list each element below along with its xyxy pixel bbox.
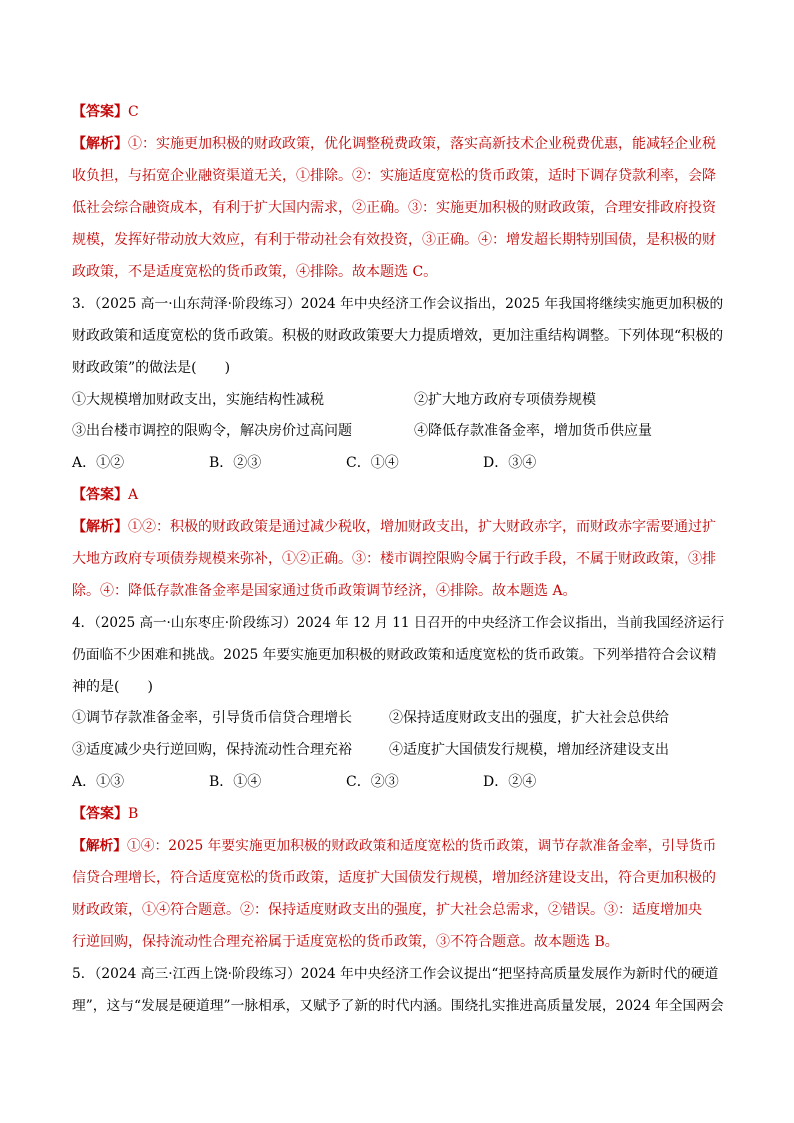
q2-answer-line [72, 102, 724, 122]
q3-choice-a[interactable]: A．①② [72, 455, 125, 471]
q4-choice-c[interactable]: C．②③ [346, 774, 399, 790]
q4-stem: 仍面临不少困难和挑战。2025 年要实施更加积极的财政政策和适度宽松的货币政策。下列举措符合会议精 [72, 647, 717, 663]
q4-item-3: ③适度减少央行逆回购，保持流动性合理充裕 [72, 742, 352, 758]
q3-analysis-line [72, 517, 724, 537]
q4-item-2: ②保持适度财政支出的强度，扩大社会总供给 [389, 710, 669, 726]
q3-stem: 财政政策”的做法是( ) [72, 360, 231, 376]
analysis-text: 低社会综合融资成本，有利于扩大国内需求，②正确。③：实施更加积极的财政政策，合理安排政府投资 [72, 200, 716, 216]
analysis-text: 除。④：降低存款准备金率是国家通过货币政策调节经济，④排除。故本题选 A。 [72, 583, 577, 599]
answer-value: C [128, 104, 139, 120]
answer-label: 【答案】 [72, 806, 128, 822]
analysis-text: 信贷合理增长，符合适度宽松的货币政策，适度扩大国债发行规模，增加经济建设支出，符合更加积极的 [72, 870, 716, 886]
q3-choice-b[interactable]: B．②③ [209, 455, 262, 471]
analysis-label: 【解析】 [72, 838, 128, 854]
q4-answer-line [72, 804, 724, 824]
q3-answer-line [72, 485, 724, 505]
q2-analysis-line [72, 134, 724, 154]
q4-choice-b[interactable]: B．①④ [209, 774, 262, 790]
analysis-text: ①②：积极的财政政策是通过减少税收，增加财政支出，扩大财政赤字，而财政赤字需要通过扩 [128, 519, 716, 535]
analysis-text: 规模，发挥好带动放大效应，有利于带动社会有效投资，③正确。④：增发超长期特别国债，是积极的财 [72, 232, 716, 248]
analysis-text: 收负担，与拓宽企业融资渠道无关，①排除。②：实施适度宽松的货币政策，适时下调存贷款利率，会降 [72, 168, 716, 184]
q3-choice-d[interactable]: D．③④ [483, 455, 537, 471]
q4-item-1: ①调节存款准备金率，引导货币信贷合理增长 [72, 710, 352, 726]
q3-item-2: ②扩大地方政府专项债券规模 [414, 392, 596, 408]
q5-stem: 理”，这与“发展是硬道理”一脉相承，又赋予了新的时代内涵。围绕扎实推进高质量发展，2024 年全国两会 [72, 998, 724, 1014]
q3-stem: 3．（2025 高一·山东菏泽·阶段练习）2024 年中央经济工作会议指出，2025 年我国将继续实施更加积极的 [72, 296, 724, 312]
analysis-text: 行逆回购，保持流动性合理充裕属于适度宽松的货币政策，③不符合题意。故本题选 B。 [72, 934, 619, 950]
q4-item-4: ④适度扩大国债发行规模，增加经济建设支出 [389, 742, 669, 758]
q5-stem: 5．（2024 高三·江西上饶·阶段练习）2024 年中央经济工作会议提出“把坚持高质量发展作为新时代的硬道 [72, 966, 719, 982]
q3-item-4: ④降低存款准备金率，增加货币供应量 [414, 423, 652, 439]
q4-stem: 4．（2025 高一·山东枣庄·阶段练习）2024 年 12 月 11 日召开的中央经济工作会议指出，当前我国经济运行 [72, 615, 725, 631]
q3-item-3: ③出台楼市调控的限购令，解决房价过高问题 [72, 423, 352, 439]
answer-label: 【答案】 [72, 104, 128, 120]
q4-choice-d[interactable]: D．②④ [483, 774, 537, 790]
q4-stem: 神的是( ) [72, 679, 153, 695]
analysis-text: ①：实施更加积极的财政政策，优化调整税费政策，落实高新技术企业税费优惠，能减轻企业税 [128, 136, 716, 152]
analysis-text: 政政策，不是适度宽松的货币政策，④排除。故本题选 C。 [72, 264, 438, 280]
q4-choice-a[interactable]: A．①③ [72, 774, 125, 790]
analysis-label: 【解析】 [72, 136, 128, 152]
q3-stem: 财政政策和适度宽松的货币政策。积极的财政政策要大力提质增效，更加注重结构调整。下列体现“积极的 [72, 328, 724, 344]
analysis-label: 【解析】 [72, 519, 128, 535]
answer-value: A [128, 487, 139, 503]
q3-choice-c[interactable]: C．①④ [346, 455, 399, 471]
analysis-text: 财政政策，①④符合题意。②：保持适度财政支出的强度，扩大社会总需求，②错误。③：适度增加央 [72, 902, 702, 918]
q3-item-1: ①大规模增加财政支出，实施结构性减税 [72, 392, 324, 408]
analysis-text: 大地方政府专项债券规模来弥补，①②正确。③：楼市调控限购令属于行政手段，不属于财政政策，③排 [72, 551, 716, 567]
analysis-text: ①④：2025 年要实施更加积极的财政政策和适度宽松的货币政策，调节存款准备金率，引导货币 [127, 838, 717, 854]
answer-value: B [128, 806, 139, 822]
answer-label: 【答案】 [72, 487, 128, 503]
q4-analysis-line [72, 836, 724, 856]
